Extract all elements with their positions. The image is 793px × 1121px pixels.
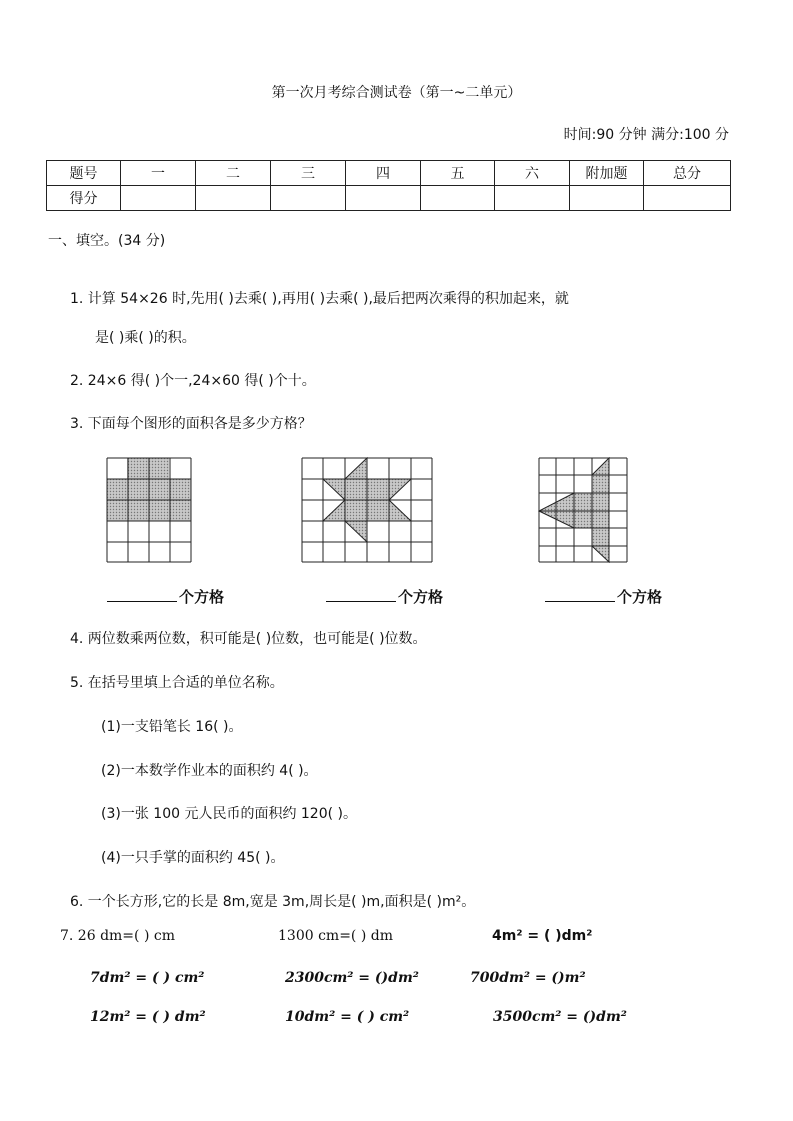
score-cell[interactable] bbox=[495, 186, 570, 211]
question-7-h: 10dm² = ( ) cm² bbox=[285, 1009, 410, 1025]
table-cell: 六 bbox=[495, 161, 570, 186]
table-cell: 总分 bbox=[644, 161, 731, 186]
page-title: 第一次月考综合测试卷（第一~二单元） bbox=[271, 85, 522, 101]
question-5-item-4: (4)一只手掌的面积约 45( )。 bbox=[101, 850, 285, 866]
score-cell[interactable] bbox=[570, 186, 644, 211]
grid-figure-2 bbox=[301, 457, 433, 563]
answer-blank-2[interactable] bbox=[326, 586, 443, 607]
question-7-b: 1300 cm=( ) dm bbox=[278, 928, 393, 944]
figure-2-label: 个方格 bbox=[398, 588, 444, 606]
score-table-score-row bbox=[47, 186, 731, 211]
question-7-a: 7. 26 dm=( ) cm bbox=[60, 928, 175, 944]
answer-blank-1[interactable] bbox=[107, 586, 224, 607]
question-2: 2. 24×6 得( )个一,24×60 得( )个十。 bbox=[70, 373, 316, 389]
figure-3-label: 个方格 bbox=[617, 588, 663, 606]
grid-figure-1 bbox=[106, 457, 192, 563]
question-4: 4. 两位数乘两位数，积可能是( )位数，也可能是( )位数。 bbox=[70, 631, 427, 647]
question-6: 6. 一个长方形,它的长是 8m,宽是 3m,周长是( )m,面积是( )m²。 bbox=[70, 894, 476, 910]
table-cell: 二 bbox=[196, 161, 271, 186]
question-7-e: 2300cm² = ()dm² bbox=[285, 970, 419, 986]
question-7-g: 12m² = ( ) dm² bbox=[90, 1009, 206, 1025]
question-5-item-1: (1)一支铅笔长 16( )。 bbox=[101, 719, 243, 735]
score-table bbox=[46, 160, 731, 211]
table-cell: 一 bbox=[121, 161, 196, 186]
question-3: 3. 下面每个图形的面积各是多少方格？ bbox=[70, 416, 312, 432]
table-cell: 四 bbox=[346, 161, 421, 186]
table-cell: 三 bbox=[271, 161, 346, 186]
table-cell: 五 bbox=[421, 161, 495, 186]
question-5-item-3: (3)一张 100 元人民币的面积约 120( )。 bbox=[101, 806, 357, 822]
score-cell[interactable] bbox=[421, 186, 495, 211]
score-table-header-row bbox=[47, 161, 731, 186]
section-heading: 一、填空。(34 分) bbox=[48, 233, 166, 249]
table-cell: 题号 bbox=[47, 161, 121, 186]
figure-1-label: 个方格 bbox=[179, 588, 225, 606]
question-7-f: 700dm² = ()m² bbox=[470, 970, 586, 986]
question-5: 5. 在括号里填上合适的单位名称。 bbox=[70, 675, 284, 691]
question-5-item-2: (2)一本数学作业本的面积约 4( )。 bbox=[101, 763, 318, 779]
question-7-c: 4m² = ( )dm² bbox=[492, 928, 593, 944]
blank-line[interactable] bbox=[107, 587, 177, 602]
answer-blank-3[interactable] bbox=[545, 586, 662, 607]
score-cell[interactable] bbox=[196, 186, 271, 211]
question-1-line-1: 1. 计算 54×26 时,先用( )去乘( ),再用( )去乘( ),最后把两次乘得的积加起来，就 bbox=[70, 291, 569, 307]
table-cell: 得分 bbox=[47, 186, 121, 211]
score-cell[interactable] bbox=[346, 186, 421, 211]
score-cell[interactable] bbox=[121, 186, 196, 211]
blank-line[interactable] bbox=[326, 587, 396, 602]
question-7-d: 7dm² = ( ) cm² bbox=[90, 970, 205, 986]
exam-meta: 时间:90 分钟 满分:100 分 bbox=[563, 127, 729, 143]
question-1-line-2: 是( )乘( )的积。 bbox=[95, 330, 196, 346]
table-cell: 附加题 bbox=[570, 161, 644, 186]
score-cell[interactable] bbox=[271, 186, 346, 211]
question-7-i: 3500cm² = ()dm² bbox=[493, 1009, 627, 1025]
blank-line[interactable] bbox=[545, 587, 615, 602]
grid-figure-3 bbox=[538, 457, 628, 563]
score-cell[interactable] bbox=[644, 186, 731, 211]
